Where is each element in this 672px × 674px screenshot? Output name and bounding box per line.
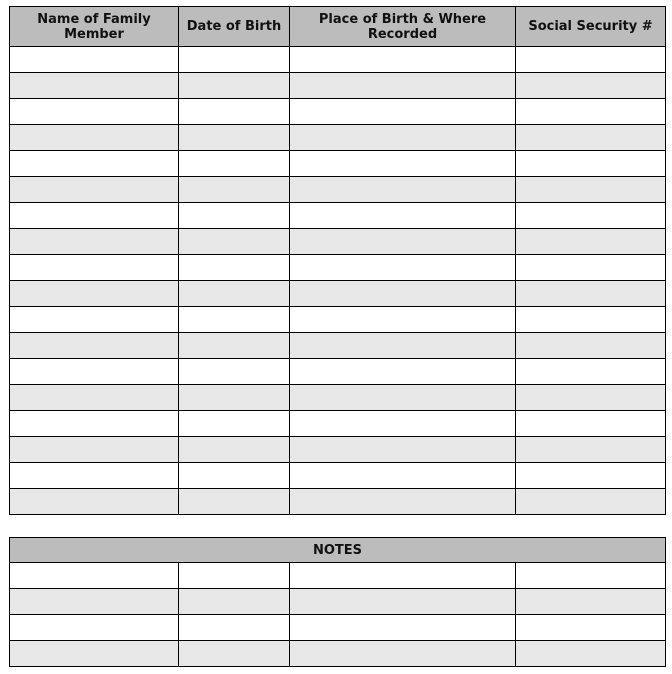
notes-title: NOTES [10, 538, 666, 563]
table-row [10, 99, 666, 125]
table-row [10, 125, 666, 151]
date-of-birth-cell[interactable] [179, 359, 290, 385]
place-of-birth-cell[interactable] [290, 489, 516, 515]
notes-cell[interactable] [179, 563, 290, 589]
name-cell[interactable] [10, 47, 179, 73]
social-security-cell[interactable] [516, 73, 666, 99]
name-cell[interactable] [10, 437, 179, 463]
notes-cell[interactable] [179, 615, 290, 641]
social-security-cell[interactable] [516, 151, 666, 177]
name-cell[interactable] [10, 281, 179, 307]
notes-cell[interactable] [290, 589, 516, 615]
date-of-birth-cell[interactable] [179, 73, 290, 99]
social-security-cell[interactable] [516, 411, 666, 437]
notes-table-body [10, 563, 666, 667]
notes-cell[interactable] [10, 589, 179, 615]
notes-header-row [10, 538, 666, 563]
table-row [10, 47, 666, 73]
social-security-cell[interactable] [516, 203, 666, 229]
social-security-cell[interactable] [516, 125, 666, 151]
column-header-name: Name of Family Member [10, 7, 179, 47]
name-cell[interactable] [10, 359, 179, 385]
name-cell[interactable] [10, 177, 179, 203]
name-cell[interactable] [10, 151, 179, 177]
header-row [10, 7, 666, 47]
date-of-birth-cell[interactable] [179, 151, 290, 177]
place-of-birth-cell[interactable] [290, 177, 516, 203]
date-of-birth-cell[interactable] [179, 229, 290, 255]
place-of-birth-cell[interactable] [290, 385, 516, 411]
social-security-cell[interactable] [516, 255, 666, 281]
place-of-birth-cell[interactable] [290, 47, 516, 73]
social-security-cell[interactable] [516, 437, 666, 463]
place-of-birth-cell[interactable] [290, 203, 516, 229]
notes-cell[interactable] [10, 615, 179, 641]
table-row [10, 73, 666, 99]
social-security-cell[interactable] [516, 177, 666, 203]
date-of-birth-cell[interactable] [179, 385, 290, 411]
table-row [10, 385, 666, 411]
date-of-birth-cell[interactable] [179, 437, 290, 463]
date-of-birth-cell[interactable] [179, 47, 290, 73]
name-cell[interactable] [10, 333, 179, 359]
family-records-table [9, 6, 666, 515]
notes-cell[interactable] [290, 563, 516, 589]
notes-cell[interactable] [516, 641, 666, 667]
notes-cell[interactable] [516, 615, 666, 641]
notes-table [9, 537, 666, 667]
table-row [10, 437, 666, 463]
place-of-birth-cell[interactable] [290, 125, 516, 151]
place-of-birth-cell[interactable] [290, 255, 516, 281]
place-of-birth-cell[interactable] [290, 281, 516, 307]
notes-cell[interactable] [179, 641, 290, 667]
place-of-birth-cell[interactable] [290, 73, 516, 99]
family-table-body [10, 47, 666, 515]
notes-row [10, 615, 666, 641]
social-security-cell[interactable] [516, 489, 666, 515]
name-cell[interactable] [10, 255, 179, 281]
social-security-cell[interactable] [516, 229, 666, 255]
table-row [10, 151, 666, 177]
name-cell[interactable] [10, 411, 179, 437]
name-cell[interactable] [10, 229, 179, 255]
notes-cell[interactable] [10, 563, 179, 589]
place-of-birth-cell[interactable] [290, 307, 516, 333]
name-cell[interactable] [10, 73, 179, 99]
notes-cell[interactable] [179, 589, 290, 615]
name-cell[interactable] [10, 125, 179, 151]
name-cell[interactable] [10, 307, 179, 333]
notes-cell[interactable] [290, 615, 516, 641]
notes-cell[interactable] [516, 563, 666, 589]
date-of-birth-cell[interactable] [179, 463, 290, 489]
place-of-birth-cell[interactable] [290, 437, 516, 463]
table-row [10, 411, 666, 437]
date-of-birth-cell[interactable] [179, 255, 290, 281]
date-of-birth-cell[interactable] [179, 203, 290, 229]
social-security-cell[interactable] [516, 99, 666, 125]
table-row [10, 333, 666, 359]
date-of-birth-cell[interactable] [179, 307, 290, 333]
name-cell[interactable] [10, 489, 179, 515]
notes-row [10, 563, 666, 589]
notes-row [10, 589, 666, 615]
table-row [10, 359, 666, 385]
social-security-cell[interactable] [516, 463, 666, 489]
table-row [10, 489, 666, 515]
date-of-birth-cell[interactable] [179, 177, 290, 203]
place-of-birth-cell[interactable] [290, 151, 516, 177]
place-of-birth-cell[interactable] [290, 411, 516, 437]
social-security-cell[interactable] [516, 47, 666, 73]
column-header-date-of-birth: Date of Birth [179, 7, 290, 47]
social-security-cell[interactable] [516, 281, 666, 307]
place-of-birth-cell[interactable] [290, 333, 516, 359]
place-of-birth-cell[interactable] [290, 229, 516, 255]
notes-cell[interactable] [516, 589, 666, 615]
place-of-birth-cell[interactable] [290, 99, 516, 125]
column-header-place-of-birth: Place of Birth & Where Recorded [290, 7, 516, 47]
column-header-social-security: Social Security # [516, 7, 666, 47]
name-cell[interactable] [10, 99, 179, 125]
date-of-birth-cell[interactable] [179, 281, 290, 307]
name-cell[interactable] [10, 203, 179, 229]
notes-cell[interactable] [290, 641, 516, 667]
social-security-cell[interactable] [516, 307, 666, 333]
place-of-birth-cell[interactable] [290, 463, 516, 489]
table-row [10, 281, 666, 307]
social-security-cell[interactable] [516, 385, 666, 411]
place-of-birth-cell[interactable] [290, 359, 516, 385]
table-row [10, 203, 666, 229]
date-of-birth-cell[interactable] [179, 411, 290, 437]
table-row [10, 307, 666, 333]
social-security-cell[interactable] [516, 359, 666, 385]
table-row [10, 177, 666, 203]
social-security-cell[interactable] [516, 333, 666, 359]
table-row [10, 255, 666, 281]
table-row [10, 463, 666, 489]
name-cell[interactable] [10, 463, 179, 489]
date-of-birth-cell[interactable] [179, 489, 290, 515]
name-cell[interactable] [10, 385, 179, 411]
notes-row [10, 641, 666, 667]
notes-cell[interactable] [10, 641, 179, 667]
table-row [10, 229, 666, 255]
date-of-birth-cell[interactable] [179, 333, 290, 359]
date-of-birth-cell[interactable] [179, 125, 290, 151]
date-of-birth-cell[interactable] [179, 99, 290, 125]
